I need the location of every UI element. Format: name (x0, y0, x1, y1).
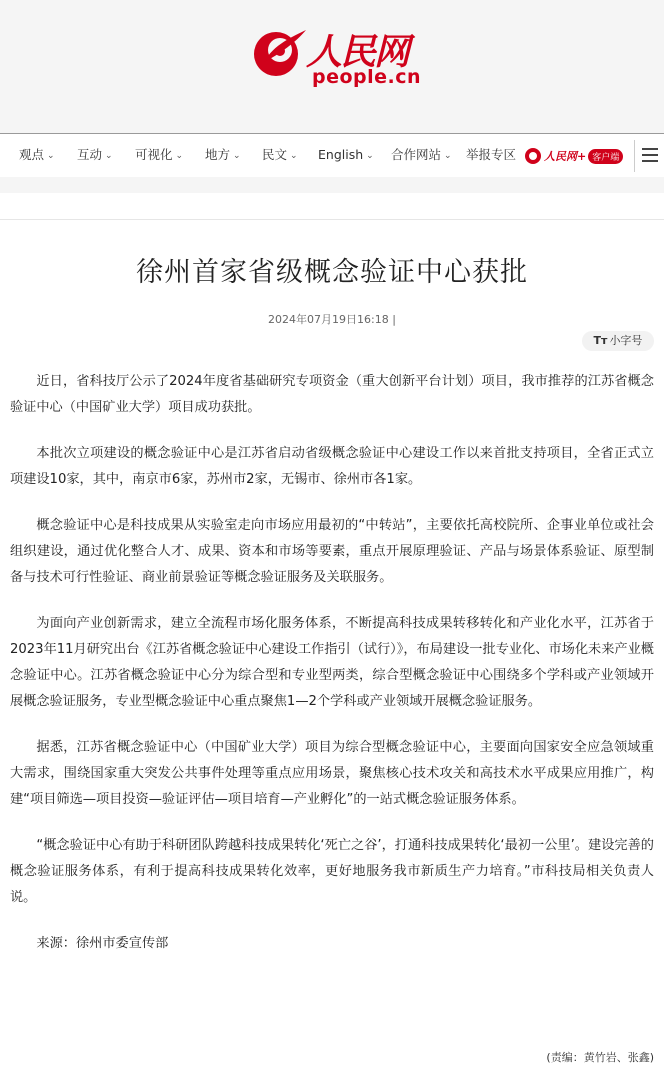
chevron-down-icon: ⌄ (444, 151, 452, 161)
nav-item-opinion[interactable] (19, 134, 55, 177)
article-source: 来源：徐州市委宣传部 (36, 936, 169, 951)
nav-item-label: 地方 (205, 147, 231, 162)
article-paragraph: 据悉，江苏省概念验证中心（中国矿业大学）项目为综合型概念验证中心，主要面向国家安全应急领域重大需求，围绕国家重大突发公共事件处理等重点应用场景，聚焦核心技术攻关和高技术水平成果应用推广，构建“项目筛选—项目投资—验证评估—项目培育—产业孵化”的一站式概念验证服务体系。 (10, 740, 654, 807)
publish-date: 2024年07月19日16:18 | (268, 313, 396, 326)
nav-item-report-zone[interactable] (466, 134, 516, 177)
article-title: 徐州首家省级概念验证中心获批 (136, 257, 528, 288)
article-paragraph: 近日，省科技厅公示了2024年度省基础研究专项资金（重大创新平台计划）项目，我市推荐的江苏省概念验证中心（中国矿业大学）项目成功获批。 (10, 374, 654, 415)
nav-item-interaction[interactable] (77, 134, 113, 177)
logo-english-text: people.cn (312, 66, 422, 88)
nav-bottom-band (0, 177, 664, 193)
nav-item-label: 可视化 (135, 147, 173, 162)
hamburger-menu-icon[interactable] (642, 148, 658, 162)
nav-item-label: 观点 (19, 147, 45, 162)
chevron-down-icon: ⌄ (105, 151, 113, 161)
article-paragraph: 本批次立项建设的概念验证中心是江苏省启动省级概念验证中心建设工作以来首批支持项目，全省正式立项建设10家，其中，南京市6家，苏州市2家，无锡市、徐州市各1家。 (10, 446, 654, 487)
app-badge: 客户端 (588, 149, 623, 164)
chevron-down-icon: ⌄ (233, 151, 241, 161)
nav-item-english[interactable] (318, 134, 374, 177)
nav-item-minority-languages[interactable] (262, 134, 298, 177)
article-paragraph: 为面向产业创新需求，建立全流程市场化服务体系，不断提高科技成果转移转化和产业化水平，江苏省于2023年11月研究出台《江苏省概念验证中心建设工作指引（试行）》，布局建设一批专业化、市场化未来产业概念验证中心。江苏省概念验证中心分为综合型和专业型两类，综合型概念验证中心围绕多个学科或产业领域开展概念验证服务，专业型概念验证中心重点聚焦1—2个学科或产业领域开展概念验证服务。 (10, 616, 654, 709)
article-editor: (责编：黄竹岩、张鑫) (546, 1051, 654, 1064)
nav-item-label: 举报专区 (466, 147, 517, 162)
nav-item-label: English (318, 147, 364, 162)
people-cn-logo[interactable] (250, 22, 420, 94)
logo-swirl-icon (250, 24, 310, 80)
main-nav (0, 133, 664, 177)
app-download-link[interactable] (525, 146, 623, 166)
app-name: 人民网+ (544, 150, 587, 163)
nav-item-local[interactable] (205, 134, 241, 177)
article-body (10, 369, 654, 957)
nav-item-partner-sites[interactable] (391, 134, 452, 177)
app-logo-icon (525, 148, 541, 164)
font-size-icon: Tт (593, 334, 608, 347)
nav-item-label: 民文 (262, 147, 288, 162)
divider (0, 219, 664, 220)
chevron-down-icon: ⌄ (366, 151, 374, 161)
article-paragraph: 概念验证中心是科技成果从实验室走向市场应用最初的“中转站”，主要依托高校院所、企事业单位或社会组织建设，通过优化整合人才、成果、资本和市场等要素，重点开展原理验证、产品与场景体系验证、原型制备与技术可行性验证、商业前景验证等概念验证服务及关联服务。 (10, 518, 654, 585)
nav-item-label: 合作网站 (391, 147, 442, 162)
logo-chinese-text: 人民网 (306, 31, 409, 73)
site-header (0, 0, 664, 133)
article-paragraph: “概念验证中心有助于科研团队跨越科技成果转化‘死亡之谷’，打通科技成果转化‘最初一公里’。建设完善的概念验证服务体系，有利于提高科技成果转化效率，更好地服务我市新质生产力培育。”市科技局相关负责人说。 (10, 838, 654, 905)
chevron-down-icon: ⌄ (290, 151, 298, 161)
nav-item-label: 互动 (77, 147, 103, 162)
font-size-label: 小字号 (609, 334, 643, 347)
chevron-down-icon: ⌄ (47, 151, 55, 161)
font-size-toggle-button[interactable] (582, 331, 654, 351)
chevron-down-icon: ⌄ (175, 151, 184, 161)
nav-divider (634, 140, 635, 172)
nav-item-visualization[interactable] (135, 134, 183, 177)
